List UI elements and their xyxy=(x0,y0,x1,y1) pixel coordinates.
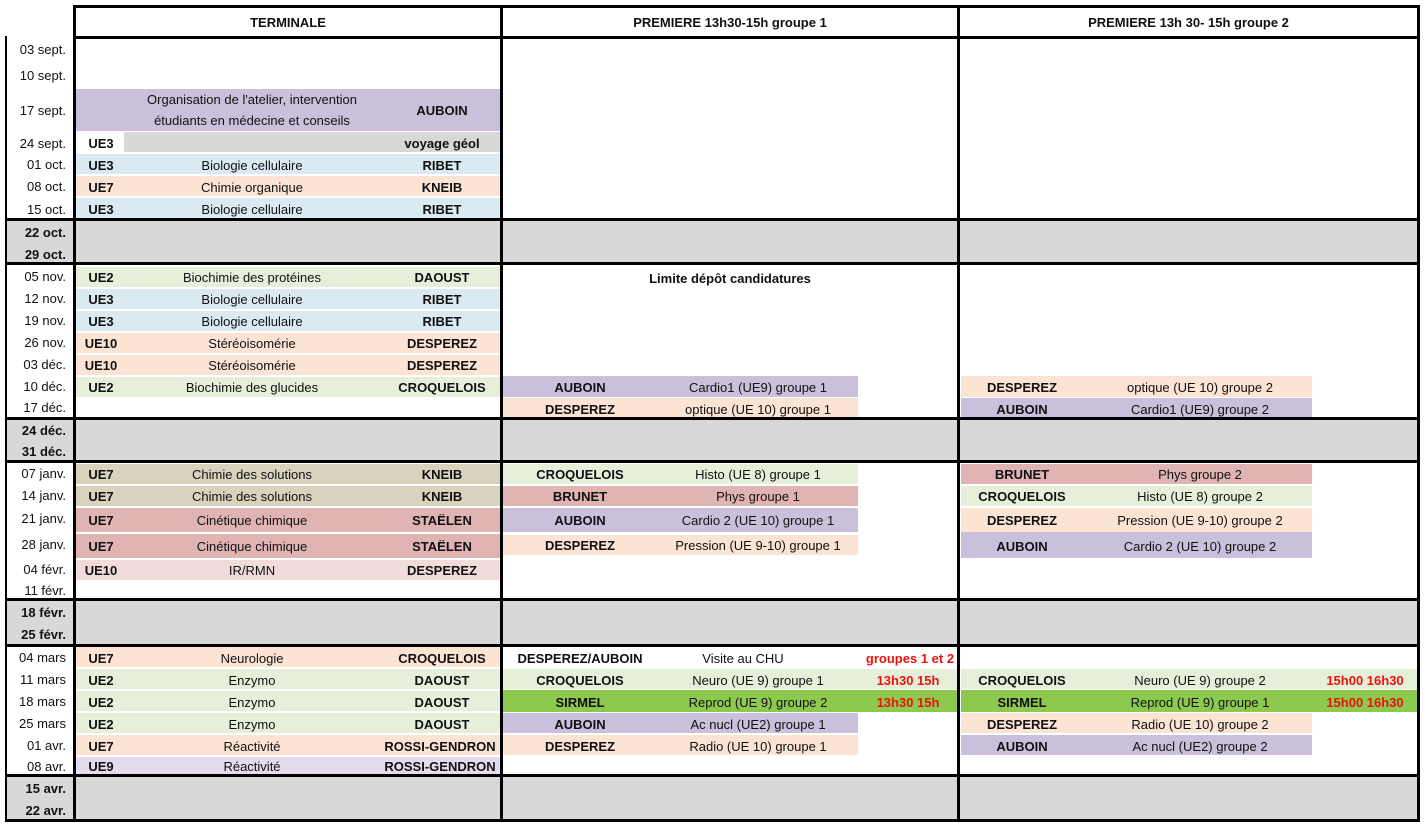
grid-line xyxy=(1417,5,1420,822)
premiere2-teacher: CROQUELOIS xyxy=(978,672,1066,688)
terminale-teacher: CROQUELOIS xyxy=(398,650,486,666)
terminale-ue: UE7 xyxy=(88,650,114,666)
date-label: 29 oct. xyxy=(24,247,66,262)
terminale-teacher: CROQUELOIS xyxy=(398,379,486,395)
vacation-band-apr xyxy=(74,776,1418,820)
date-label: 10 déc. xyxy=(23,379,66,394)
date-label: 18 févr. xyxy=(21,605,66,620)
terminale-ue: UE7 xyxy=(88,512,114,528)
premiere1-time: 13h30 15h xyxy=(876,672,940,688)
date-label: 17 déc. xyxy=(23,400,66,415)
premiere1-subject: Histo (UE 8) groupe 1 xyxy=(695,466,821,482)
terminale-subject: Enzymo xyxy=(228,694,276,710)
premiere1-subject: Neuro (UE 9) groupe 1 xyxy=(692,672,824,688)
terminale-ue: UE2 xyxy=(88,379,114,395)
date-label: 15 avr. xyxy=(25,781,66,796)
terminale-ue: UE7 xyxy=(88,538,114,554)
terminale-subject: IR/RMN xyxy=(228,562,276,578)
premiere1-subject: Pression (UE 9-10) groupe 1 xyxy=(675,537,841,553)
terminale-teacher: DAOUST xyxy=(414,694,470,710)
premiere1-time: 13h30 15h xyxy=(876,694,940,710)
premiere1-teacher: AUBOIN xyxy=(554,512,606,528)
premiere2-teacher: SIRMEL xyxy=(997,694,1047,710)
date-label: 18 mars xyxy=(19,694,66,709)
vacation-band-dec xyxy=(74,419,1418,461)
date-label: 21 janv. xyxy=(21,511,66,526)
premiere1-subject: Cardio 2 (UE 10) groupe 1 xyxy=(681,512,835,528)
vacation-band-feb xyxy=(74,600,1418,644)
date-label: 24 déc. xyxy=(21,423,66,438)
date-label: 24 sept. xyxy=(19,136,66,151)
grid-line xyxy=(74,36,1420,39)
date-label: 15 oct. xyxy=(26,202,66,217)
terminale-subject: Stéréoisomérie xyxy=(208,335,296,351)
premiere1-subject: optique (UE 10) groupe 1 xyxy=(685,401,831,417)
premiere2-subject: Histo (UE 8) groupe 2 xyxy=(1137,488,1263,504)
terminale-subject: Stéréoisomérie xyxy=(208,357,296,373)
grid-line xyxy=(957,5,960,822)
date-label: 05 nov. xyxy=(24,269,66,284)
terminale-ue: UE2 xyxy=(88,269,114,285)
grid-line xyxy=(5,36,7,822)
premiere2-teacher: AUBOIN xyxy=(996,538,1048,554)
grid-line xyxy=(73,5,76,822)
date-label: 01 avr. xyxy=(26,738,66,753)
terminale-ue: UE3 xyxy=(88,313,114,329)
terminale-ue: UE2 xyxy=(88,716,114,732)
date-label: 08 avr. xyxy=(26,759,66,774)
header-premiere-groupe-1: PREMIERE 13h30-15h groupe 1 xyxy=(633,14,827,30)
date-label: 17 sept. xyxy=(19,103,66,118)
terminale-ue: UE3 xyxy=(88,135,114,151)
premiere2-teacher: DESPEREZ xyxy=(986,512,1058,528)
terminale-subject: Organisation de l'atelier, intervention étudiants en médecine et conseils xyxy=(147,92,357,128)
premiere1-teacher: AUBOIN xyxy=(554,716,606,732)
premiere2-teacher: AUBOIN xyxy=(996,401,1048,417)
premiere1-teacher: DESPEREZ xyxy=(544,537,616,553)
premiere2-subject: Cardio1 (UE9) groupe 2 xyxy=(1130,401,1270,417)
date-label: 14 janv. xyxy=(21,488,66,503)
terminale-ue: UE3 xyxy=(88,291,114,307)
premiere1-subject: Ac nucl (UE2) groupe 1 xyxy=(690,716,826,732)
date-label: 07 janv. xyxy=(21,466,66,481)
terminale-subject: Biologie cellulaire xyxy=(201,201,303,217)
terminale-teacher: voyage géol xyxy=(404,135,480,151)
date-label: 08 oct. xyxy=(26,179,66,194)
terminale-subject: Cinétique chimique xyxy=(196,512,308,528)
premiere2-teacher: DESPEREZ xyxy=(986,716,1058,732)
date-label: 28 janv. xyxy=(21,537,66,552)
grid-line xyxy=(6,598,1420,601)
terminale-subject: Chimie organique xyxy=(201,179,303,195)
terminale-teacher: KNEIB xyxy=(421,179,463,195)
terminale-ue: UE7 xyxy=(88,179,114,195)
premiere2-teacher: BRUNET xyxy=(994,466,1050,482)
terminale-teacher: ROSSI-GENDRON xyxy=(384,758,496,774)
terminale-ue: UE3 xyxy=(88,157,114,173)
terminale-subject: Biologie cellulaire xyxy=(201,157,303,173)
premiere1-subject: Radio (UE 10) groupe 1 xyxy=(689,738,827,754)
terminale-ue: UE7 xyxy=(88,488,114,504)
terminale-teacher: KNEIB xyxy=(421,488,463,504)
terminale-subject: Chimie des solutions xyxy=(192,488,312,504)
premiere2-time: 15h00 16h30 xyxy=(1326,672,1404,688)
terminale-teacher: DAOUST xyxy=(414,672,470,688)
premiere1-teacher: SIRMEL xyxy=(555,694,605,710)
terminale-teacher: RIBET xyxy=(422,201,462,217)
grid-line xyxy=(6,262,1420,265)
premiere2-subject: Ac nucl (UE2) groupe 2 xyxy=(1132,738,1268,754)
premiere2-subject: optique (UE 10) groupe 2 xyxy=(1127,379,1273,395)
terminale-subject: Chimie des solutions xyxy=(192,466,312,482)
premiere1-subject: Visite au CHU xyxy=(702,650,784,666)
terminale-subject: Réactivité xyxy=(223,758,281,774)
premiere2-subject: Pression (UE 9-10) groupe 2 xyxy=(1117,512,1283,528)
date-label: 01 oct. xyxy=(26,157,66,172)
terminale-teacher: DESPEREZ xyxy=(406,335,478,351)
terminale-teacher: DAOUST xyxy=(414,269,470,285)
premiere2-subject: Reprod (UE 9) groupe 1 xyxy=(1130,694,1270,710)
date-label: 10 sept. xyxy=(19,68,66,83)
deadline-note: Limite dépôt candidatures xyxy=(649,270,811,286)
date-label: 11 mars xyxy=(20,672,66,687)
terminale-teacher: DESPEREZ xyxy=(406,562,478,578)
premiere1-teacher: CROQUELOIS xyxy=(536,466,624,482)
premiere1-teacher: AUBOIN xyxy=(554,379,606,395)
premiere1-teacher: CROQUELOIS xyxy=(536,672,624,688)
terminale-subject: Enzymo xyxy=(228,716,276,732)
terminale-subject: Réactivité xyxy=(223,738,281,754)
terminale-ue: UE10 xyxy=(84,357,118,373)
vacation-band-oct xyxy=(74,220,1418,262)
terminale-ue: UE10 xyxy=(84,562,118,578)
terminale-teacher: STAËLEN xyxy=(412,538,472,554)
premiere1-subject: Cardio1 (UE9) groupe 1 xyxy=(688,379,828,395)
date-label: 25 févr. xyxy=(21,627,66,642)
date-label: 12 nov. xyxy=(24,291,66,306)
premiere1-time: groupes 1 et 2 xyxy=(865,650,955,666)
date-label: 04 mars xyxy=(19,650,66,665)
terminale-subject: Biochimie des glucides xyxy=(185,379,319,395)
terminale-teacher: DAOUST xyxy=(414,716,470,732)
terminale-ue: UE9 xyxy=(88,758,114,774)
grid-line xyxy=(500,5,503,822)
terminale-subject: Enzymo xyxy=(228,672,276,688)
terminale-subject: Neurologie xyxy=(220,650,284,666)
terminale-ue: UE2 xyxy=(88,672,114,688)
date-label: 25 mars xyxy=(19,716,66,731)
terminale-teacher: RIBET xyxy=(422,157,462,173)
premiere1-subject: Phys groupe 1 xyxy=(716,488,800,504)
terminale-teacher: AUBOIN xyxy=(416,102,468,118)
premiere2-teacher: DESPEREZ xyxy=(986,379,1058,395)
date-label: 04 févr. xyxy=(23,562,66,577)
premiere1-subject: Reprod (UE 9) groupe 2 xyxy=(688,694,828,710)
header-terminale: TERMINALE xyxy=(250,14,326,30)
premiere2-subject: Cardio 2 (UE 10) groupe 2 xyxy=(1123,538,1277,554)
date-label: 19 nov. xyxy=(24,313,66,328)
date-label: 03 déc. xyxy=(23,357,66,372)
terminale-subject: Biologie cellulaire xyxy=(201,291,303,307)
premiere2-subject: Neuro (UE 9) groupe 2 xyxy=(1134,672,1266,688)
premiere2-subject: Phys groupe 2 xyxy=(1158,466,1242,482)
premiere1-teacher: DESPEREZ/AUBOIN xyxy=(517,650,643,666)
terminale-subject: Biologie cellulaire xyxy=(201,313,303,329)
premiere2-time: 15h00 16h30 xyxy=(1326,694,1404,710)
grid-line xyxy=(6,819,1420,822)
date-label: 22 avr. xyxy=(25,803,66,818)
terminale-teacher: RIBET xyxy=(422,313,462,329)
terminale-teacher: RIBET xyxy=(422,291,462,307)
terminale-subject: Biochimie des protéines xyxy=(182,269,322,285)
terminale-teacher: STAËLEN xyxy=(412,512,472,528)
premiere1-teacher: DESPEREZ xyxy=(544,738,616,754)
date-label: 26 nov. xyxy=(24,335,66,350)
date-label: 11 févr. xyxy=(24,583,66,598)
premiere2-teacher: AUBOIN xyxy=(996,738,1048,754)
date-label: 22 oct. xyxy=(24,225,66,240)
premiere1-teacher: BRUNET xyxy=(552,488,608,504)
date-label: 03 sept. xyxy=(19,42,66,57)
terminale-ue: UE7 xyxy=(88,738,114,754)
premiere2-subject: Radio (UE 10) groupe 2 xyxy=(1131,716,1269,732)
terminale-teacher: DESPEREZ xyxy=(406,357,478,373)
terminale-subject: Cinétique chimique xyxy=(196,538,308,554)
terminale-ue: UE3 xyxy=(88,201,114,217)
terminale-ue: UE7 xyxy=(88,466,114,482)
header-premiere-groupe-2: PREMIERE 13h 30- 15h groupe 2 xyxy=(1088,14,1289,30)
terminale-teacher: KNEIB xyxy=(421,466,463,482)
date-label: 31 déc. xyxy=(21,444,66,459)
premiere2-teacher: CROQUELOIS xyxy=(978,488,1066,504)
terminale-ue: UE10 xyxy=(84,335,118,351)
premiere1-teacher: DESPEREZ xyxy=(544,401,616,417)
terminale-ue: UE2 xyxy=(88,694,114,710)
terminale-teacher: ROSSI-GENDRON xyxy=(384,738,496,754)
